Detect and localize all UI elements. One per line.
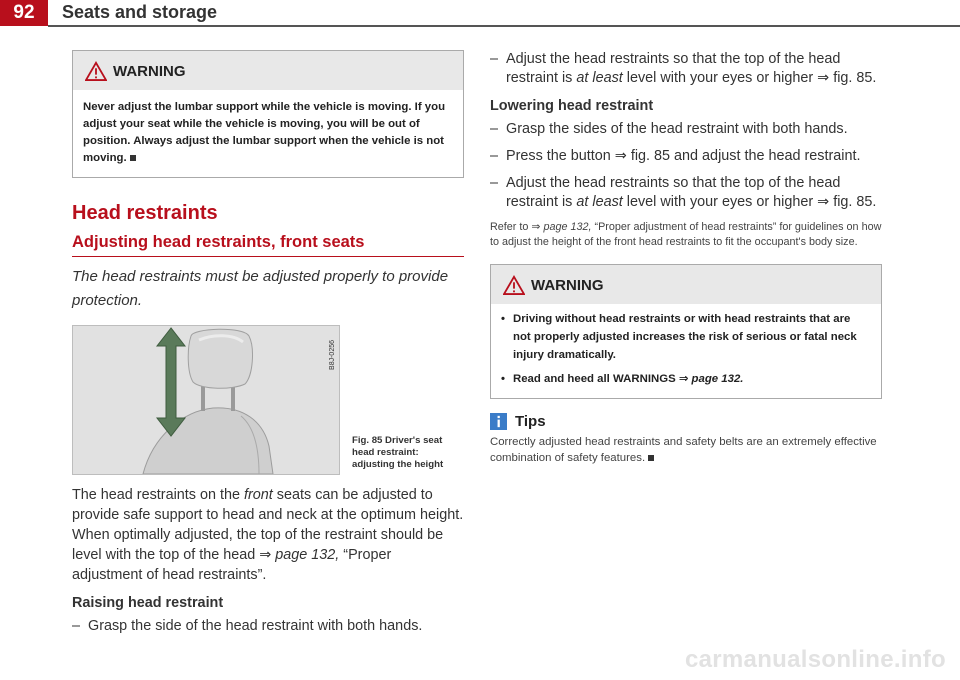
tips-text: Correctly adjusted head restraints and safety belts are an extremely effective combination of safety features. (490, 436, 877, 464)
warning-title: WARNING (531, 276, 604, 294)
figure-row (72, 325, 464, 475)
tips-title: Tips (515, 413, 546, 430)
head-restraint-illustration (73, 326, 339, 474)
warning-title: WARNING (113, 62, 186, 80)
right-column (490, 50, 882, 466)
watermark: carmanualsonline.info (684, 646, 946, 673)
warning-triangle-icon (85, 61, 107, 81)
figure-head-restraint (72, 325, 340, 475)
page-number: 92 (0, 0, 48, 26)
warning-header (73, 51, 463, 90)
page-reference-link[interactable]: ⇒ page 132, (531, 221, 592, 233)
end-mark-icon (130, 155, 136, 161)
warning-header (491, 265, 881, 304)
section-title: Head restraints (72, 202, 218, 224)
raising-heading: Raising head restraint (72, 595, 224, 611)
warning-bullet: • Read and heed all WARNINGS ⇒ page 132. (501, 373, 744, 385)
info-icon (490, 413, 507, 430)
warning-box-lumbar (72, 50, 464, 178)
figure-caption: Fig. 85 Driver's seat head restraint: adjusting the height (352, 435, 444, 470)
step-item: – Adjust the head restraints so that the top of the head restraint is at least level with your eyes or higher ⇒ fig. 85. (490, 51, 877, 86)
left-column (72, 50, 464, 644)
step-item: – Adjust the head restraints so that the top of the head restraint is at least level with your eyes or higher ⇒ fig. 85. (490, 175, 877, 210)
warning-triangle-icon (503, 275, 525, 295)
warning-bullet: • Driving without head restraints or with head restraints that are not properly adjusted increases the risk of serious or fatal neck injury dramatically. (501, 313, 857, 361)
figure-code: B8J-0256 (329, 340, 336, 370)
page-header-title: Seats and storage (62, 2, 218, 22)
page-reference-link[interactable]: ⇒ page 132. (678, 373, 744, 385)
intro-paragraph: The head restraints on the front seats can be adjusted to provide safe support to head and neck at the optimum height. When optimally adjusted, the top of the restraint should be level with the top of the head ⇒ page 132, “Proper adjustment of head restraints”. (72, 487, 464, 583)
tips-header (490, 413, 882, 430)
header-rule (48, 25, 960, 27)
section-intro: The head restraints must be adjusted properly to provide protection. (72, 268, 449, 309)
warning-text: Never adjust the lumbar support while the vehicle is moving. If you adjust your seat while the vehicle is moving, you will be out of position. Always adjust the lumbar support when the vehicle is not moving. (83, 101, 446, 164)
end-mark-icon (648, 455, 654, 461)
step-item: – Press the button ⇒ fig. 85 and adjust the head restraint. (490, 148, 861, 164)
warning-box-head-restraints (490, 264, 882, 399)
subsection-title: Adjusting head restraints, front seats (72, 233, 464, 257)
lowering-heading: Lowering head restraint (490, 98, 654, 114)
step-item: – Grasp the side of the head restraint with both hands. (72, 618, 423, 634)
warning-bullets (491, 304, 881, 398)
step-item: – Grasp the sides of the head restraint with both hands. (490, 121, 848, 137)
refer-paragraph: Refer to ⇒ page 132, “Proper adjustment of head restraints” for guidelines on how to adjust the height of the front head restraints to fit the occupant's body size. (490, 221, 882, 248)
page-reference-link[interactable]: ⇒ page 132, (259, 547, 340, 563)
